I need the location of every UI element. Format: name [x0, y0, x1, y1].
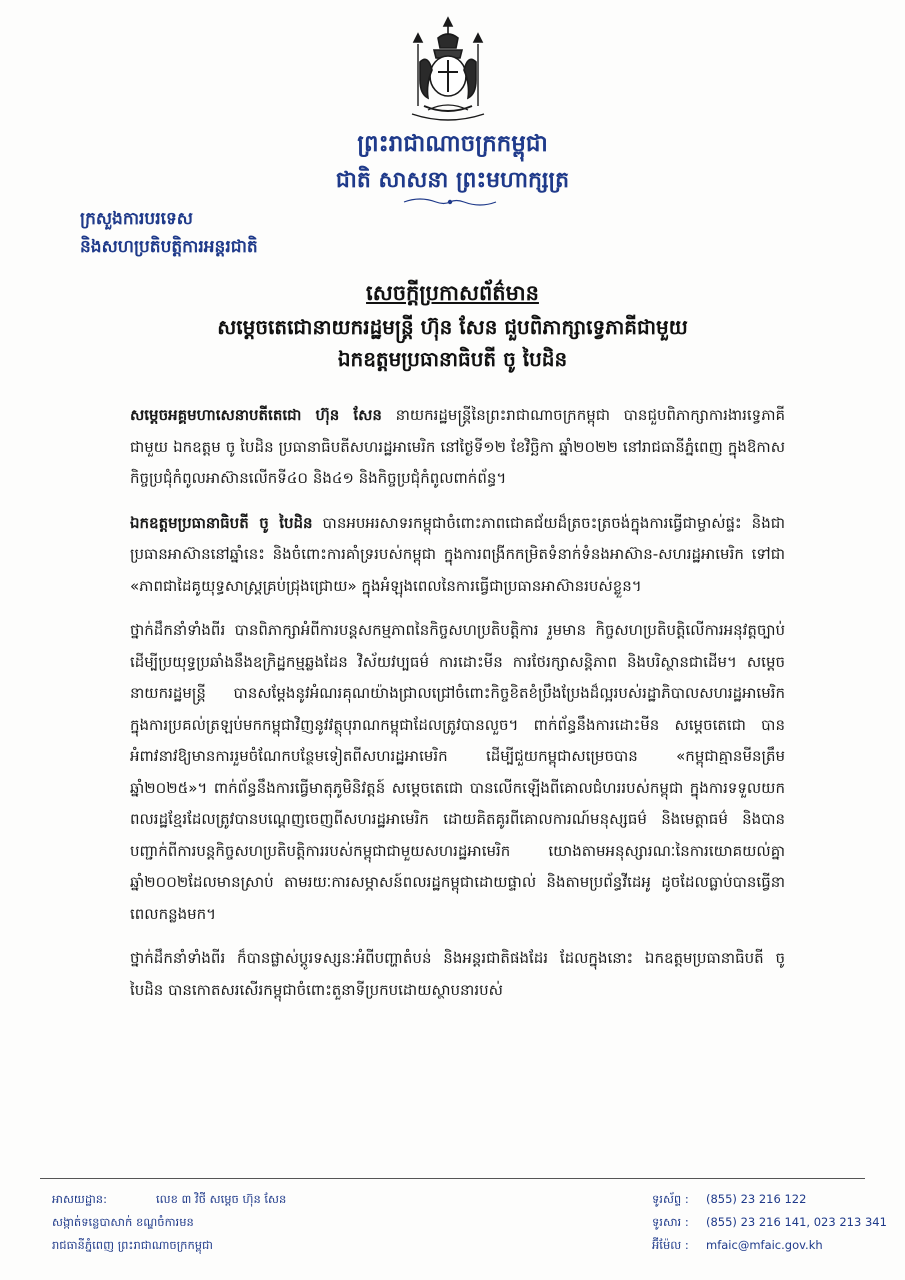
royal-coat-of-arms-icon [398, 14, 498, 126]
address-line1: លេខ ៣ វិថី សម្តេច ហ៊ុន សែន [156, 1192, 287, 1206]
document-subtitle-line1: សម្តេចតេជោនាយករដ្ឋមន្ត្រី ហ៊ុន សែន ជួបពិភាក្សាទ្វេភាគីជាមួយ [217, 315, 688, 339]
fax-label: ទូរសារ : [652, 1215, 689, 1229]
phone-label: ទូរស័ព្ទ : [652, 1192, 689, 1206]
document-title: សេចក្តីប្រកាសព័ត៌មាន [366, 281, 539, 305]
ministry-name-line2: និងសហប្រតិបត្តិការអន្តរជាតិ [80, 237, 258, 257]
kingdom-motto: ជាតិ សាសនា ព្រះមហាក្សត្រ [335, 168, 570, 193]
paragraph-text: ថ្នាក់ដឹកនាំទាំងពីរ ក៏បានផ្លាស់ប្តូរទស្សនៈអំពីបញ្ហាតំបន់ និងអន្តរជាតិផងដែរ ដែលក្នុងនោះ ឯកឧត្តមប្រធានាធិបតី ចូ បៃដិន បានកោតសរសើរកម្ពុជាចំពោះតួនាទីប្រកបដោយស្ថាបនារបស់ [130, 949, 785, 999]
email-link[interactable]: mfaic@mfaic.gov.kh [706, 1238, 823, 1252]
footer-address [52, 1188, 552, 1257]
document-subtitle-line2: ឯកឧត្តមប្រធានាធិបតី ចូ បៃដិន [337, 347, 568, 371]
address-line3: រាជធានីភ្នំពេញ ព្រះរាជាណាចក្រកម្ពុជា [52, 1238, 213, 1252]
paragraph [130, 400, 785, 495]
phone-number: (855) 23 216 122 [706, 1192, 807, 1206]
paragraph-text: បានអបអរសាទរកម្ពុជាចំពោះភាពជោគជ័យដ៏ត្រចះត្រចង់ក្នុងការធ្វើជាម្ចាស់ផ្ទះ និងជាប្រធានអាស៊ាននៅឆ្នាំនេះ និងចំពោះការគាំទ្ររបស់កម្ពុជា ក្នុងការពង្រីកកម្រិតទំនាក់ទំនងអាស៊ាន-សហរដ្ឋអាមេរិក ទៅជា «ភាពជាដៃគូយុទ្ធសាស្ត្រគ្រប់ជ្រុងជ្រោយ» ក្នុងអំឡុងពេលនៃការធ្វើជាប្រធានអាស៊ានរបស់ខ្លួន។ [130, 513, 785, 595]
fax-number: (855) 23 216 141, 023 213 341 [706, 1215, 887, 1229]
address-line2: សង្កាត់ទន្លេបាសាក់ ខណ្ឌចំការមន [52, 1215, 194, 1229]
paragraph-text: ថ្នាក់ដឹកនាំទាំងពីរ បានពិភាក្សាអំពីការបន្តសកម្មភាពនៃកិច្ចសហប្រតិបត្តិការ រួមមាន កិច្ចសហប្រតិបត្តិលើការអនុវត្តច្បាប់ដើម្បីប្រយុទ្ធប្រឆាំងនឹងឧក្រិដ្ឋកម្មឆ្លងដែន វិស័យវប្បធម៌ ការដោះមីន ការថែរក្សាសន្តិភាព និងបរិស្ថានជាដើម។ សម្តេចនាយករដ្ឋមន្ត្រី បានសម្តែងនូវអំណរគុណយ៉ាងជ្រាលជ្រៅចំពោះកិច្ចខិតខំប្រឹងប្រែងដ៏ល្អរបស់រដ្ឋាភិបាលសហរដ្ឋអាមេរិក ក្នុងការប្រគល់ត្រឡប់មកកម្ពុជាវិញនូវវត្ថុបុរាណកម្ពុជាដែលត្រូវបានលួច។ ពាក់ព័ន្ធនឹងការដោះមីន សម្តេចតេជោ បានអំពាវនាវឱ្យមានការរួមចំណែកបន្ថែមទៀតពីសហរដ្ឋអាមេរិក ដើម្បីជួយកម្ពុជាសម្រេចបាន «កម្ពុជាគ្មានមីនត្រឹមឆ្នាំ២០២៥»។ ពាក់ព័ន្ធនឹងការធ្វើមាតុភូមិនិវត្តន៍ សម្តេចតេជោ បានលើកឡើងពីគោលជំហររបស់កម្ពុជា ក្នុងការទទួលយកពលរដ្ឋខ្មែរដែលត្រូវបានបណ្តេញចេញពីសហរដ្ឋអាមេរិក ដោយគិតគូរពីគោលការណ៍មនុស្សធម៌ និងមេត្តាធម៌ និងបានបញ្ជាក់ពីការបន្តកិច្ចសហប្រតិបត្តិការរបស់កម្ពុជាជាមួយសហរដ្ឋអាមេរិក យោងតាមអនុស្សារណៈនៃការយោគយល់គ្នាឆ្នាំ២០០២ដែលមានស្រាប់ តាមរយៈការសម្ភាសន៍ពលរដ្ឋកម្ពុជាដោយផ្ទាល់ និងតាមប្រព័ន្ធវីដេអូ ដូចដែលធ្លាប់បានធ្វើនាពេលកន្លងមក។ [130, 621, 785, 923]
paragraph-lead: សម្តេចអគ្គមហាសេនាបតីតេជោ ហ៊ុន សែន [130, 406, 382, 424]
paragraph [130, 508, 785, 603]
paragraph [130, 615, 785, 930]
paragraph [130, 943, 785, 1006]
email-label: អ៊ីម៉ែល : [652, 1238, 689, 1252]
footer-divider [40, 1178, 865, 1179]
press-release-body [130, 400, 785, 1019]
address-label: អាសយដ្ឋាន: [52, 1192, 107, 1206]
footer-contacts [652, 1188, 892, 1257]
paragraph-text: នាយករដ្ឋមន្ត្រីនៃព្រះរាជាណាចក្រកម្ពុជា បានជួបពិភាក្សាការងារទ្វេភាគីជាមួយ ឯកឧត្តម ចូ បៃដិន ប្រធានាធិបតីសហរដ្ឋអាមេរិក នៅថ្ងៃទី១២ ខែវិច្ឆិកា ឆ្នាំ២០២២ នៅរាជធានីភ្នំពេញ ក្នុងឱកាសកិច្ចប្រជុំកំពូលអាស៊ានលើកទី៤០ និង៤១ និងកិច្ចប្រជុំកំពូលពាក់ព័ន្ធ។ [130, 406, 786, 487]
kingdom-name: ព្រះរាជាណាចក្រកម្ពុជា [357, 131, 548, 157]
ministry-name-line1: ក្រសួងការបរទេស [80, 209, 193, 229]
paragraph-lead: ឯកឧត្តមប្រធានាធិបតី ចូ បៃដិន [130, 513, 313, 532]
flourish-divider-icon [400, 196, 500, 208]
